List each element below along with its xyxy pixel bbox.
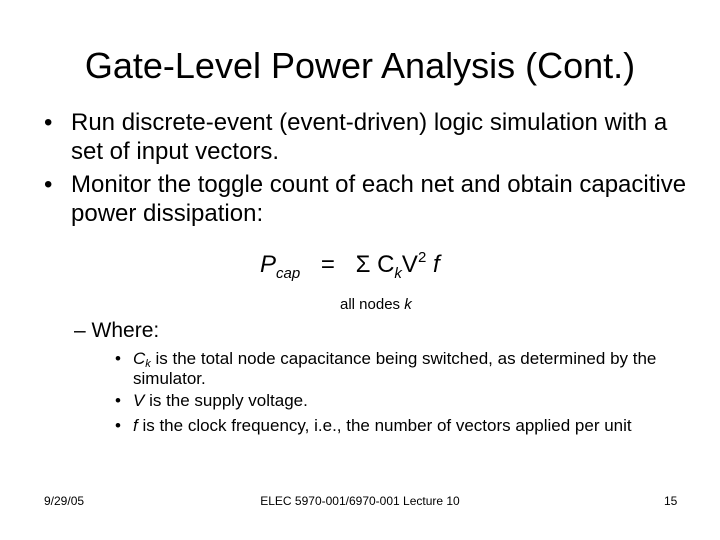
bullet-item — [44, 108, 704, 166]
formula-p-subscript: cap — [276, 265, 301, 282]
formula-c: C — [377, 251, 395, 278]
formula-equals: = — [320, 251, 335, 278]
definition-var: V — [133, 391, 145, 410]
definition-var-subscript: k — [145, 358, 151, 370]
power-formula — [260, 250, 440, 280]
definition-var: C — [133, 349, 146, 368]
bullet-item — [44, 170, 704, 228]
bullet-icon: • — [115, 349, 121, 368]
definition-item — [115, 416, 675, 436]
formula-f: f — [432, 251, 440, 278]
bullet-icon: • — [115, 416, 121, 435]
definition-var: f — [133, 416, 138, 435]
formula-p: P — [260, 251, 277, 278]
footer-course: ELEC 5970-001/6970-001 Lecture 10 — [260, 494, 460, 508]
formula-c-subscript: k — [394, 265, 402, 282]
where-heading — [74, 318, 159, 344]
formula-summation-range — [340, 296, 412, 314]
formula-v-superscript: 2 — [417, 249, 427, 266]
definition-text: is the supply voltage. — [144, 391, 308, 410]
bullet-text: Run discrete-event (event-driven) logic simulation with a set of input vectors. — [71, 109, 668, 165]
summation-range-text: all nodes — [340, 296, 405, 313]
definition-item — [115, 391, 675, 411]
summation-range-var: k — [404, 296, 412, 313]
footer-date: 9/29/05 — [44, 494, 85, 508]
slide-title: Gate-Level Power Analysis (Cont.) — [84, 45, 636, 86]
dash-icon: – — [74, 319, 86, 342]
definition-text: is the total node capacitance being switched, as determined by the simulator. — [133, 349, 657, 388]
definition-item — [115, 349, 675, 389]
footer-page-number: 15 — [664, 494, 678, 508]
bullet-text: Monitor the toggle count of each net and obtain capacitive power dissipation: — [71, 171, 687, 227]
bullet-icon: • — [115, 391, 121, 410]
bullet-icon: • — [44, 109, 53, 136]
definition-text: is the clock frequency, i.e., the number of vectors applied per unit — [137, 416, 632, 435]
bullet-icon: • — [44, 171, 53, 198]
formula-sigma: Σ — [355, 251, 371, 278]
where-label: Where: — [91, 319, 160, 342]
formula-v: V — [401, 251, 418, 278]
